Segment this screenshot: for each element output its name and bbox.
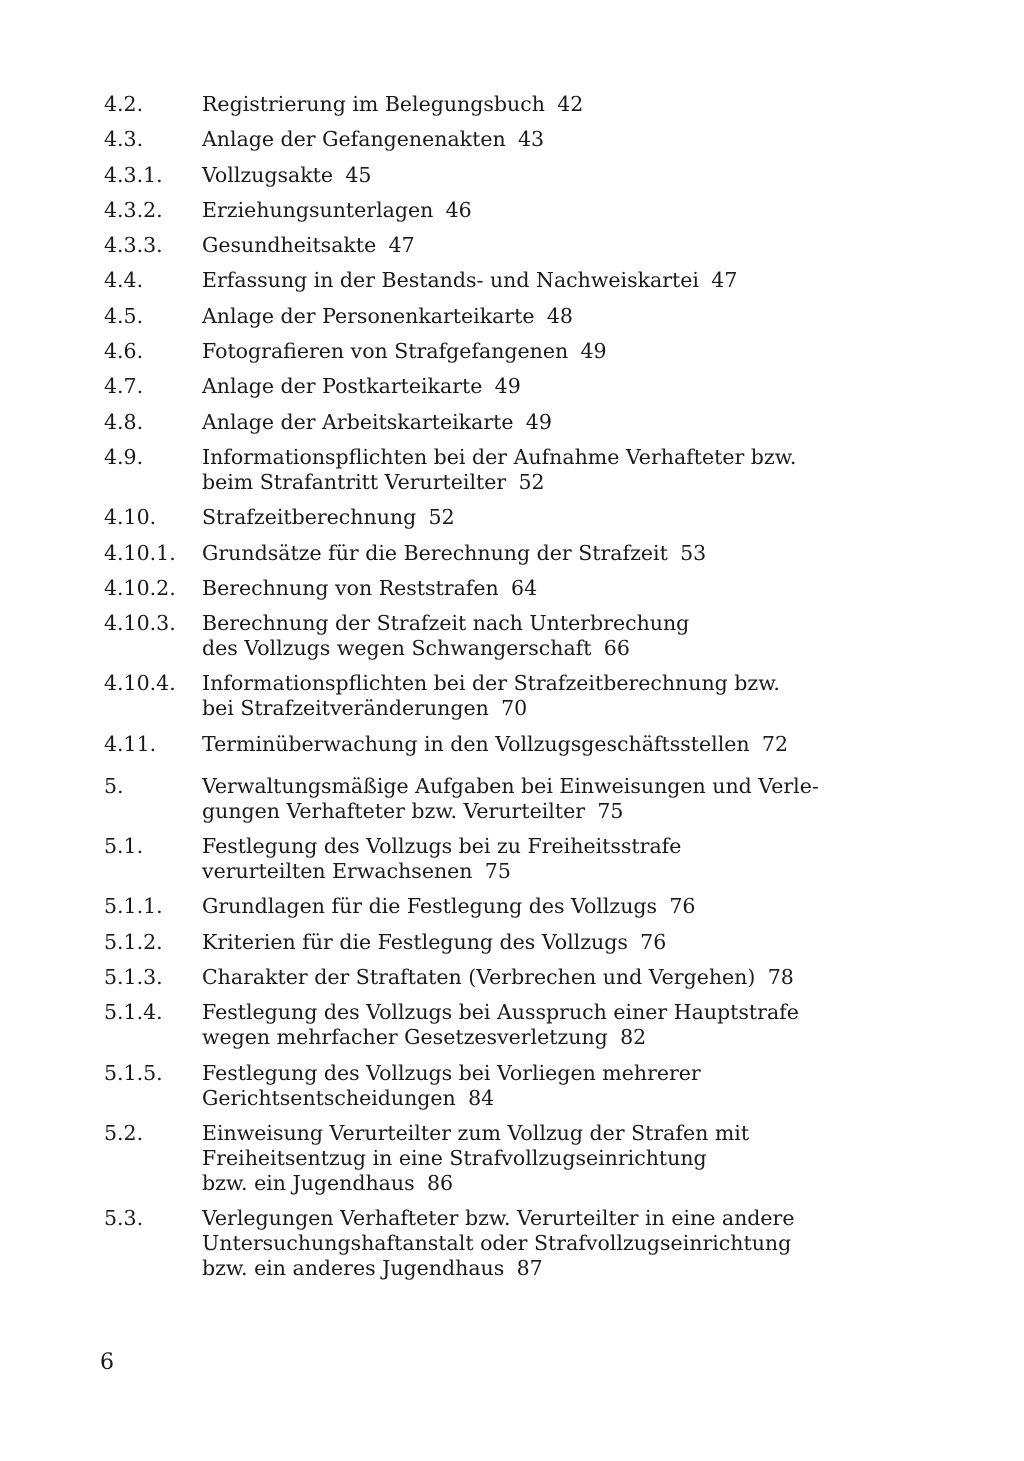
toc-entry-number: 4.5. [104,303,144,328]
toc-entry-title: Festlegung des Vollzugs bei Vorliegen mehrerer Gerichtsentscheidungen [202,1060,701,1110]
toc-entry [104,374,884,399]
toc-entry-text [202,339,884,364]
toc-entry-page: 86 [426,1170,454,1195]
toc-entry [104,339,884,364]
toc-entry-title: Anlage der Gefangenenakten [202,127,506,152]
toc-entry-page: 45 [345,162,372,187]
toc-entry-number: 4.10.2. [104,575,176,600]
toc-entry-title: Verlegungen Verhafteter bzw. Verurteilter in eine andere Untersuchungshaftanstalt oder Strafvollzugseinrichtung bzw. ein anderes Jugendhaus [202,1206,795,1281]
toc-entry [104,671,884,721]
toc-entry-text [202,198,884,223]
toc-entry-page: 64 [511,575,538,600]
toc-entry-number: 4.11. [104,731,157,756]
toc-entry-text [202,445,884,495]
toc-entry-number: 5.1. [104,834,144,859]
toc-entry-number: 5.1.3. [104,964,163,989]
toc-entry [104,1000,884,1050]
toc-entry-title: Berechnung der Strafzeit nach Unterbrechung des Vollzugs wegen Schwangerschaft [202,611,690,661]
toc-entry-text [202,268,884,293]
toc-entry-page: 42 [557,92,584,116]
toc-entry [104,410,884,435]
toc-entry-number: 4.7. [104,374,144,399]
toc-entry-text [202,834,884,884]
toc-entry-title: Strafzeitberechnung [202,505,417,530]
toc-entry-page: 87 [516,1256,543,1281]
toc-entry-number: 4.10.1. [104,540,176,565]
toc-entry-page: 48 [546,303,573,328]
toc-entry-number: 5.1.1. [104,894,163,919]
toc-entry-text [202,92,884,117]
toc-entry-text [202,163,884,188]
toc-entry-text [202,505,884,530]
toc-entry [104,894,884,919]
toc-entry-page: 52 [428,505,455,530]
toc-entry-page: 49 [525,409,552,434]
toc-entry-number: 5.2. [104,1120,144,1145]
toc-entry [104,198,884,223]
toc-entry-title: Anlage der Postkarteikarte [202,374,483,399]
page-number: 6 [100,1350,114,1375]
toc-entry-text [202,965,884,990]
toc-entry-text [202,233,884,258]
toc-entry-title: Charakter der Straftaten (Verbrechen und Vergehen) [202,964,756,989]
toc-entry [104,732,884,757]
table-of-contents [104,92,884,1291]
toc-entry-text [202,930,884,955]
toc-entry [104,576,884,601]
toc-entry-title: Fotografieren von Strafgefangenen [202,339,569,364]
toc-entry-number: 5.1.5. [104,1060,163,1085]
toc-entry [104,774,884,824]
toc-entry-text [202,611,884,661]
toc-entry-number: 4.10. [104,505,157,530]
toc-entry [104,304,884,329]
toc-entry-title: Anlage der Personenkarteikarte [202,303,535,328]
toc-entry-number: 5.3. [104,1206,144,1231]
toc-entry-title: Festlegung des Vollzugs bei Ausspruch einer Hauptstrafe wegen mehrfacher Gesetzesverletzung [202,1000,799,1050]
toc-entry-page: 75 [597,798,624,823]
toc-entry-text [202,576,884,601]
toc-entry-page: 72 [761,731,788,756]
toc-entry-page: 49 [494,374,521,399]
toc-entry-text [202,1121,884,1196]
toc-entry-text [202,732,884,757]
toc-entry [104,163,884,188]
toc-entry-number: 4.9. [104,444,144,469]
toc-entry [104,233,884,258]
toc-entry-number: 5.1.2. [104,929,163,954]
toc-entry-page: 47 [711,268,738,293]
toc-entry-number: 4.2. [104,92,144,116]
toc-entry-text [202,127,884,152]
toc-entry [104,965,884,990]
toc-entry [104,127,884,152]
toc-entry-page: 84 [468,1085,495,1110]
toc-entry-page: 75 [484,859,511,884]
toc-entry [104,930,884,955]
toc-entry-page: 76 [640,929,667,954]
toc-entry-text [202,671,884,721]
toc-entry-page: 78 [767,964,794,989]
toc-entry [104,92,884,117]
toc-entry-text [202,304,884,329]
toc-entry-title: Gesundheitsakte [202,233,377,258]
toc-entry-text [202,1061,884,1111]
toc-entry [104,445,884,495]
toc-entry-number: 4.4. [104,268,144,293]
toc-entry-title: Festlegung des Vollzugs bei zu Freiheitsstrafe verurteilten Erwachsenen [202,834,682,884]
toc-entry-number: 4.3.2. [104,197,163,222]
toc-entry-title: Informationspflichten bei der Strafzeitberechnung bzw. bei Strafzeitveränderungen [202,671,780,721]
toc-entry-text [202,1000,884,1050]
toc-entry-title: Registrierung im Belegungsbuch [202,92,545,116]
toc-entry-text [202,774,884,824]
toc-entry-title: Erfassung in der Bestands- und Nachweiskartei [202,268,699,293]
toc-entry-number: 4.3. [104,127,144,152]
toc-entry-title: Erziehungsunterlagen [202,197,434,222]
toc-entry-number: 5.1.4. [104,1000,163,1025]
toc-entry [104,834,884,884]
toc-entry-page: 76 [669,894,696,919]
toc-entry-title: Grundlagen für die Festlegung des Vollzugs [202,894,658,919]
toc-entry [104,541,884,566]
toc-entry [104,1206,884,1281]
toc-entry-text [202,541,884,566]
toc-entry-title: Berechnung von Reststrafen [202,575,499,600]
toc-entry-text [202,894,884,919]
toc-entry-text [202,410,884,435]
toc-entry-title: Terminüberwachung in den Vollzugsgeschäftsstellen [202,731,750,756]
toc-entry [104,268,884,293]
toc-entry-number: 5. [104,773,124,798]
toc-entry-text [202,1206,884,1281]
toc-entry [104,1061,884,1111]
toc-entry-text [202,374,884,399]
toc-entry-page: 53 [680,540,707,565]
toc-entry [104,611,884,661]
toc-entry-title: Informationspflichten bei der Aufnahme Verhafteter bzw. beim Strafantritt Verurteilter [202,444,797,494]
toc-entry-number: 4.3.1. [104,162,163,187]
toc-entry-number: 4.3.3. [104,233,163,258]
toc-entry-number: 4.10.4. [104,671,176,696]
toc-entry-page: 70 [501,696,528,721]
toc-entry [104,1121,884,1196]
toc-entry [104,505,884,530]
toc-entry-title: Kriterien für die Festlegung des Vollzugs [202,929,628,954]
toc-entry-number: 4.6. [104,339,144,364]
toc-entry-page: 47 [388,233,415,258]
toc-entry-number: 4.8. [104,409,144,434]
toc-entry-page: 46 [445,197,472,222]
toc-entry-page: 52 [518,469,545,494]
toc-entry-title: Grundsätze für die Berechnung der Strafzeit [202,540,668,565]
toc-entry-title: Verwaltungsmäßige Aufgaben bei Einweisungen und Verle- gungen Verhafteter bzw. Verurteilter [202,773,819,823]
toc-entry-page: 49 [580,339,607,364]
toc-entry-title: Anlage der Arbeitskarteikarte [202,409,514,434]
toc-entry-page: 43 [517,127,545,152]
toc-entry-number: 4.10.3. [104,611,176,636]
toc-entry-page: 82 [620,1025,647,1050]
toc-entry-page: 66 [603,636,630,661]
toc-entry-title: Vollzugsakte [202,162,334,187]
toc-entry-title: Einweisung Verurteilter zum Vollzug der Strafen mit Freiheitsentzug in eine Strafvollzugseinrichtung bzw. ein Jugendhaus [202,1120,750,1195]
